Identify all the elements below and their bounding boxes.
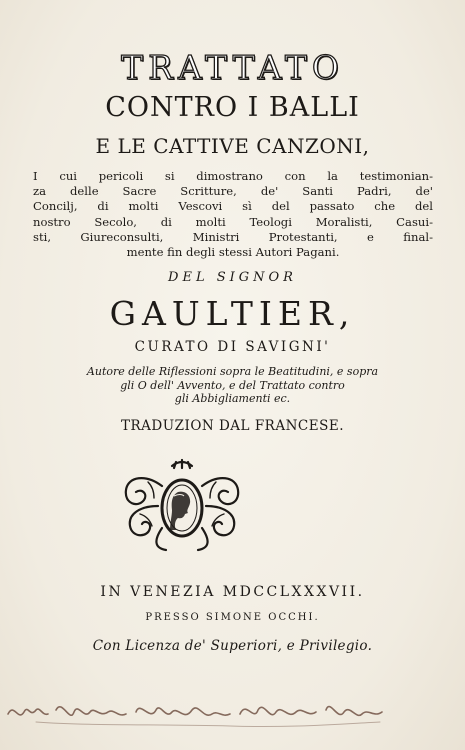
translation-note: TRADUZION DAL FRANCESE. bbox=[120, 418, 344, 434]
description-line: Concilj, di molti Vescovi sì del passato che del bbox=[33, 199, 433, 214]
description-line: sti, Giureconsulti, Ministri Protestanti, e final- bbox=[33, 229, 433, 244]
printer-ornament-icon bbox=[118, 456, 246, 554]
title-line-3: E LE CATTIVE CANZONI, bbox=[95, 134, 370, 158]
handwritten-inscription-icon bbox=[0, 688, 465, 736]
imprint-printer: PRESSO SIMONE OCCHI. bbox=[145, 612, 320, 623]
author-role: CURATO DI SAVIGNI' bbox=[134, 339, 331, 355]
description-line: mente fin degli stessi Autori Pagani. bbox=[126, 245, 340, 260]
author-works bbox=[0, 365, 465, 406]
imprint-place-year: IN VENEZIA MDCCLXXXVII. bbox=[100, 584, 365, 600]
title-line-2: CONTRO I BALLI bbox=[105, 92, 360, 123]
author-works-line: Autore delle Riflessioni sopra le Beatitudini, e sopra bbox=[86, 365, 379, 378]
title-line-1: TRATTATO bbox=[121, 48, 344, 87]
author-works-line: gli O dell' Avvento, e del Trattato contro bbox=[120, 378, 345, 392]
description-paragraph bbox=[33, 169, 433, 260]
description-line: nostro Secolo, di molti Teologi Moralisti, Casui- bbox=[33, 214, 433, 229]
author-works-line: gli Abbigliamenti ec. bbox=[174, 392, 291, 405]
description-line: za delle Sacre Scritture, de' Santi Padri, de' bbox=[33, 184, 433, 199]
description-line: I cui pericoli si dimostrano con la testimonian- bbox=[33, 169, 433, 183]
imprint-license: Con Licenza de' Superiori, e Privilegio. bbox=[92, 638, 373, 654]
author-prefix: DEL SIGNOR bbox=[168, 270, 297, 285]
author-name: GAULTIER, bbox=[109, 294, 356, 333]
